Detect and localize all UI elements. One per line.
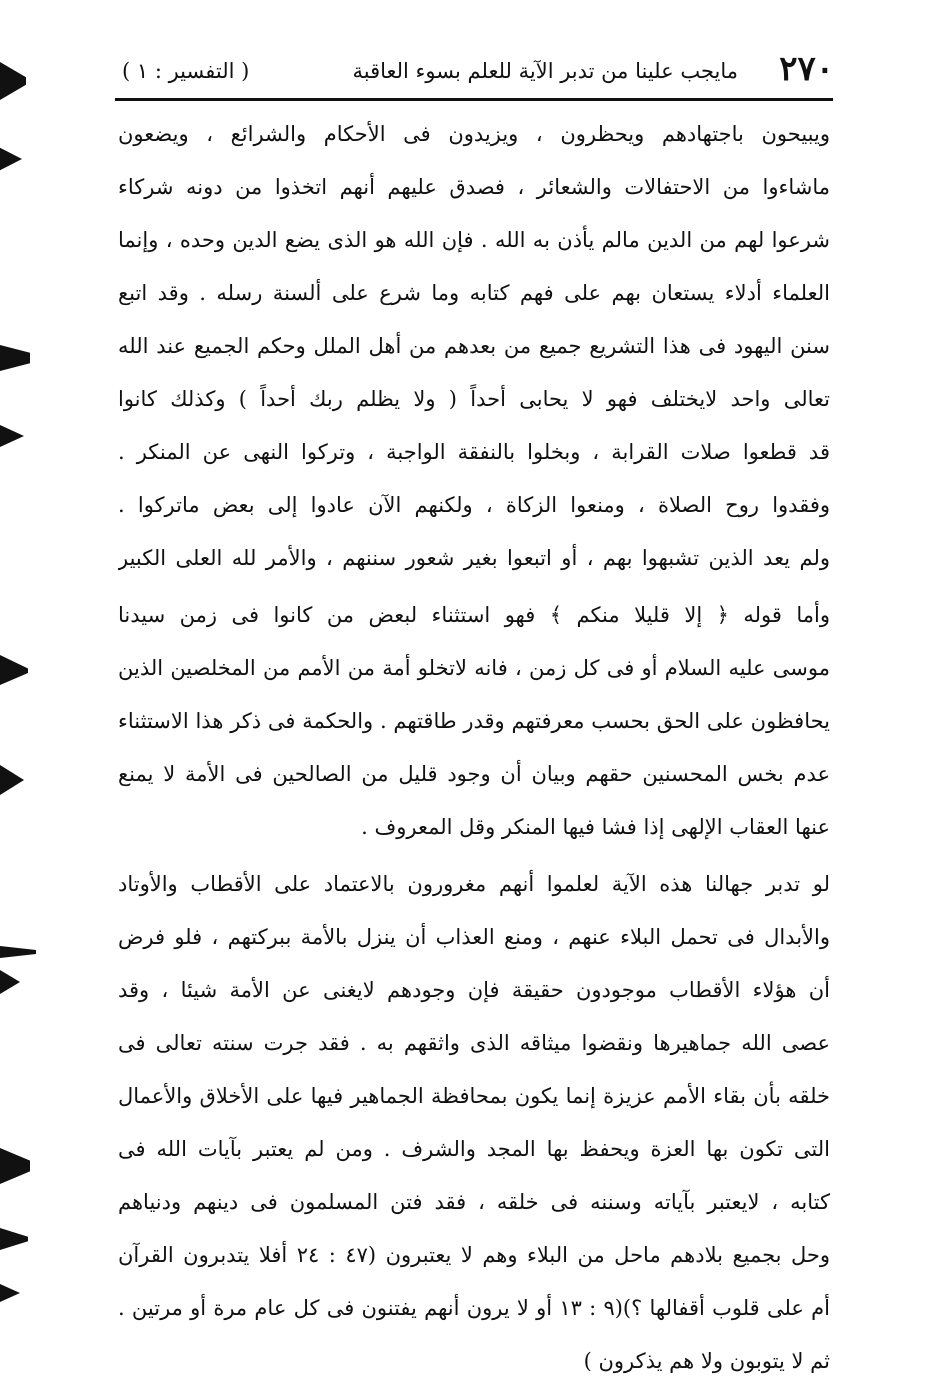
text-line: موسى عليه السلام أو فى كل زمن ، فانه لاتخلو أمة من الأمم من المخلصين الذين [118,656,830,680]
text-line: خلقه بأن بقاء الأمم عزيزة إنما يكون بمحافظة الجماهير فيها على الأخلاق والأعمال [118,1084,830,1108]
scan-edge-mark [0,345,30,371]
page-number: ٢٧٠ [779,49,834,89]
scan-edge-mark [0,145,22,173]
scan-edge-mark [0,1284,20,1302]
running-header [112,46,834,104]
scan-edge-mark [0,970,20,994]
text-line: العلماء أدلاء يستعان بهم على فهم كتابه وما شرع على ألسنة رسله . وقد اتبع [118,281,830,305]
scan-edge-mark [0,655,28,685]
text-line: وأما قوله ﴿ إلا قليلا منكم ﴾ فهو استثناء لبعض من كانوا فى زمن سيدنا [118,603,830,627]
text-line: عنها العقاب الإلهى إذا فشا فيها المنكر وقل المعروف . [361,815,830,839]
scan-edge-mark [0,765,24,795]
text-line: لو تدبر جهالنا هذه الآية لعلموا أنهم مغرورون بالاعتماد على الأقطاب والأوتاد [118,872,830,896]
section-label: ( التفسير : ١ ) [122,59,250,83]
text-line: ماشاءوا من الاحتفالات والشعائر ، فصدق عليهم أنهم اتخذوا من دونه شركاء [118,175,830,199]
text-line: عصى الله جماهيرها ونقضوا ميثاقه الذى واثقهم به . فقد جرت سنته تعالى فى [118,1031,830,1055]
text-line: ولم يعد الذين تشبهوا بهم ، أو اتبعوا بغير شعور سننهم ، والأمر لله العلى الكبير [118,546,830,570]
text-line: شرعوا لهم من الدين مالم يأذن به الله . فإن الله هو الذى يضع الدين وحده ، وإنما [118,228,830,252]
text-line: وفقدوا روح الصلاة ، ومنعوا الزكاة ، ولكنهم الآن عادوا إلى بعض ماتركوا . [118,493,830,517]
paragraph [118,858,830,1388]
text-line: يحافظون على الحق بحسب معرفتهم وقدر طاقتهم . والحكمة فى ذكر هذا الاستثناء [118,709,830,733]
text-line: قد قطعوا صلات القرابة ، وبخلوا بالنفقة الواجبة ، وتركوا النهى عن المنكر . [118,440,830,464]
text-line: ثم لا يتوبون ولا هم يذكرون ) [583,1349,830,1373]
header-rule [115,98,833,101]
text-line: والأبدال فى تحمل البلاء عنهم ، ومنع العذاب أن ينزل بالأمة ببركتهم ، فلو فرض [118,925,830,949]
scan-edge-mark [0,62,26,100]
text-line: تعالى واحد لايختلف فهو لا يحابى أحداً ( ولا يظلم ربك أحداً ) وكذلك كانوا [118,387,830,411]
text-line: وحل بجميع بلادهم ماحل من البلاء وهم لا يعتبرون (٤٧ : ٢٤ أفلا يتدبرون القرآن [118,1243,830,1267]
text-line: أن هؤلاء الأقطاب موجودون حقيقة فإن وجودهم لايغنى عن الأمة شيئا ، وقد [118,978,830,1002]
paragraph [118,108,830,585]
text-line: سنن اليهود فى هذا التشريع جميع من بعدهم من أهل الملل وحكم الجميع عند الله [118,334,830,358]
text-line: أم على قلوب أقفالها ؟)(٩ : ١٣ أو لا يرون أنهم يفتنون فى كل عام مرة أو مرتين . [118,1296,830,1320]
text-line: التى تكون بها العزة ويحفظ بها المجد والشرف . ومن لم يعتبر بآيات الله فى [118,1137,830,1161]
scan-edge-mark [0,1148,30,1184]
body-text [118,108,830,1388]
paragraph [118,589,830,854]
scan-edge-mark [0,425,24,447]
text-line: ويبيحون باجتهادهم ويحظرون ، ويزيدون فى الأحكام والشرائع ، ويضعون [118,122,830,146]
scan-edge-mark [0,1228,28,1250]
scan-edge-mark [0,942,36,962]
text-line: كتابه ، لايعتبر بآياته وسننه فى خلقه ، فقد فتن المسلمون فى دينهم ودنياهم [118,1190,830,1214]
running-title: مايجب علينا من تدبر الآية للعلم بسوء العاقبة [352,59,738,83]
text-line: عدم بخس المحسنين حقهم وبيان أن وجود قليل من الصالحين فى الأمة لا يمنع [118,762,830,786]
